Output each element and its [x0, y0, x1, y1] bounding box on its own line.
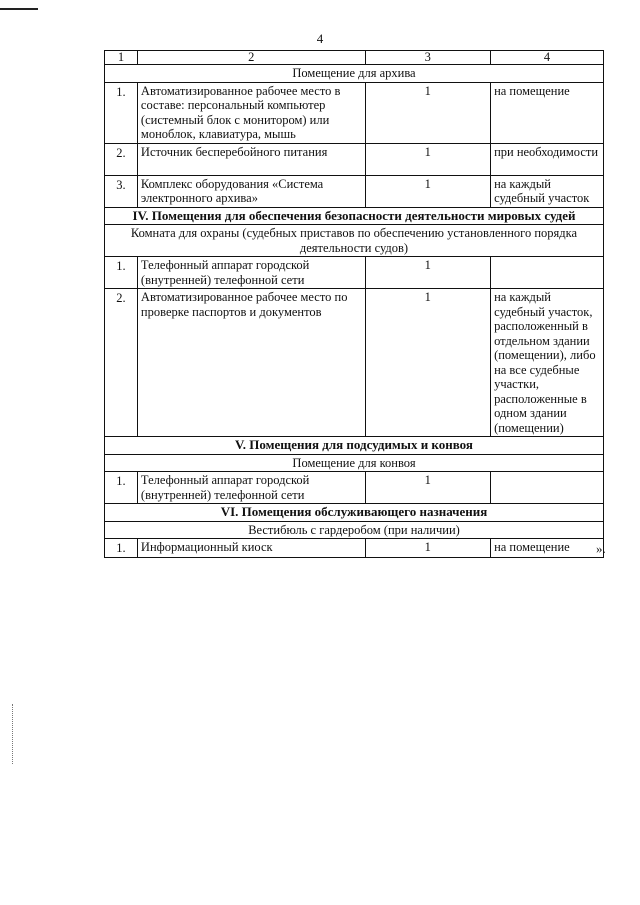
item-note: [491, 257, 604, 289]
section-title: V. Помещения для подсудимых и конвоя: [105, 437, 604, 455]
table-row: [105, 539, 604, 558]
row-number: 2.: [105, 289, 138, 437]
table-row: [105, 82, 604, 143]
item-name: Источник бесперебойного питания: [137, 143, 365, 175]
item-quantity: 1: [365, 143, 491, 175]
row-number: 3.: [105, 175, 138, 207]
subsection-title: Комната для охраны (судебных приставов по обеспечению установленного порядка деятельности судов): [105, 225, 604, 257]
row-number: 2.: [105, 143, 138, 175]
row-number: 1.: [105, 539, 138, 558]
item-name: Комплекс оборудования «Система электронного архива»: [137, 175, 365, 207]
row-number: 1.: [105, 472, 138, 504]
subsection-row: [105, 225, 604, 257]
column-header: 2: [137, 51, 365, 65]
subsection-row: [105, 521, 604, 539]
item-note: на каждый судебный участок: [491, 175, 604, 207]
column-header: 4: [491, 51, 604, 65]
table-row: [105, 175, 604, 207]
section-title: IV. Помещения для обеспечения безопасности деятельности мировых судей: [105, 207, 604, 225]
subsection-title: Помещение для конвоя: [105, 454, 604, 472]
item-note: при необходимости: [491, 143, 604, 175]
item-name: Телефонный аппарат городской (внутренней) телефонной сети: [137, 257, 365, 289]
item-note: [491, 472, 604, 504]
subsection-title: Вестибюль с гардеробом (при наличии): [105, 521, 604, 539]
item-quantity: 1: [365, 472, 491, 504]
item-quantity: 1: [365, 82, 491, 143]
table-row: [105, 472, 604, 504]
row-number: 1.: [105, 82, 138, 143]
closing-quote-mark: ».: [596, 541, 606, 556]
column-header: 3: [365, 51, 491, 65]
top-edge-mark: [0, 8, 38, 10]
item-note: на каждый судебный участок, расположенный в отдельном здании (помещении), либо на все судебные участки, расположенные в одном здании (помещении): [491, 289, 604, 437]
table-row: [105, 289, 604, 437]
margin-marks: [12, 704, 15, 764]
page-number: 4: [316, 31, 324, 46]
equipment-table: [104, 50, 604, 558]
item-name: Автоматизированное рабочее место по проверке паспортов и документов: [137, 289, 365, 437]
subsection-title: Помещение для архива: [105, 65, 604, 83]
item-name: Телефонный аппарат городской (внутренней) телефонной сети: [137, 472, 365, 504]
item-quantity: 1: [365, 289, 491, 437]
item-quantity: 1: [365, 539, 491, 558]
subsection-row: [105, 454, 604, 472]
item-name: Информационный киоск: [137, 539, 365, 558]
column-header: 1: [105, 51, 138, 65]
section-row: [105, 504, 604, 522]
table-row: [105, 257, 604, 289]
section-row: [105, 207, 604, 225]
item-quantity: 1: [365, 257, 491, 289]
column-header-row: [105, 51, 604, 65]
item-name: Автоматизированное рабочее место в составе: персональный компьютер (системный блок с монитором) или моноблок, клавиатура, мышь: [137, 82, 365, 143]
section-title: VI. Помещения обслуживающего назначения: [105, 504, 604, 522]
item-quantity: 1: [365, 175, 491, 207]
item-note: на помещение: [491, 82, 604, 143]
subsection-row: [105, 65, 604, 83]
section-row: [105, 437, 604, 455]
row-number: 1.: [105, 257, 138, 289]
item-note: на помещение: [491, 539, 604, 558]
table-row: [105, 143, 604, 175]
